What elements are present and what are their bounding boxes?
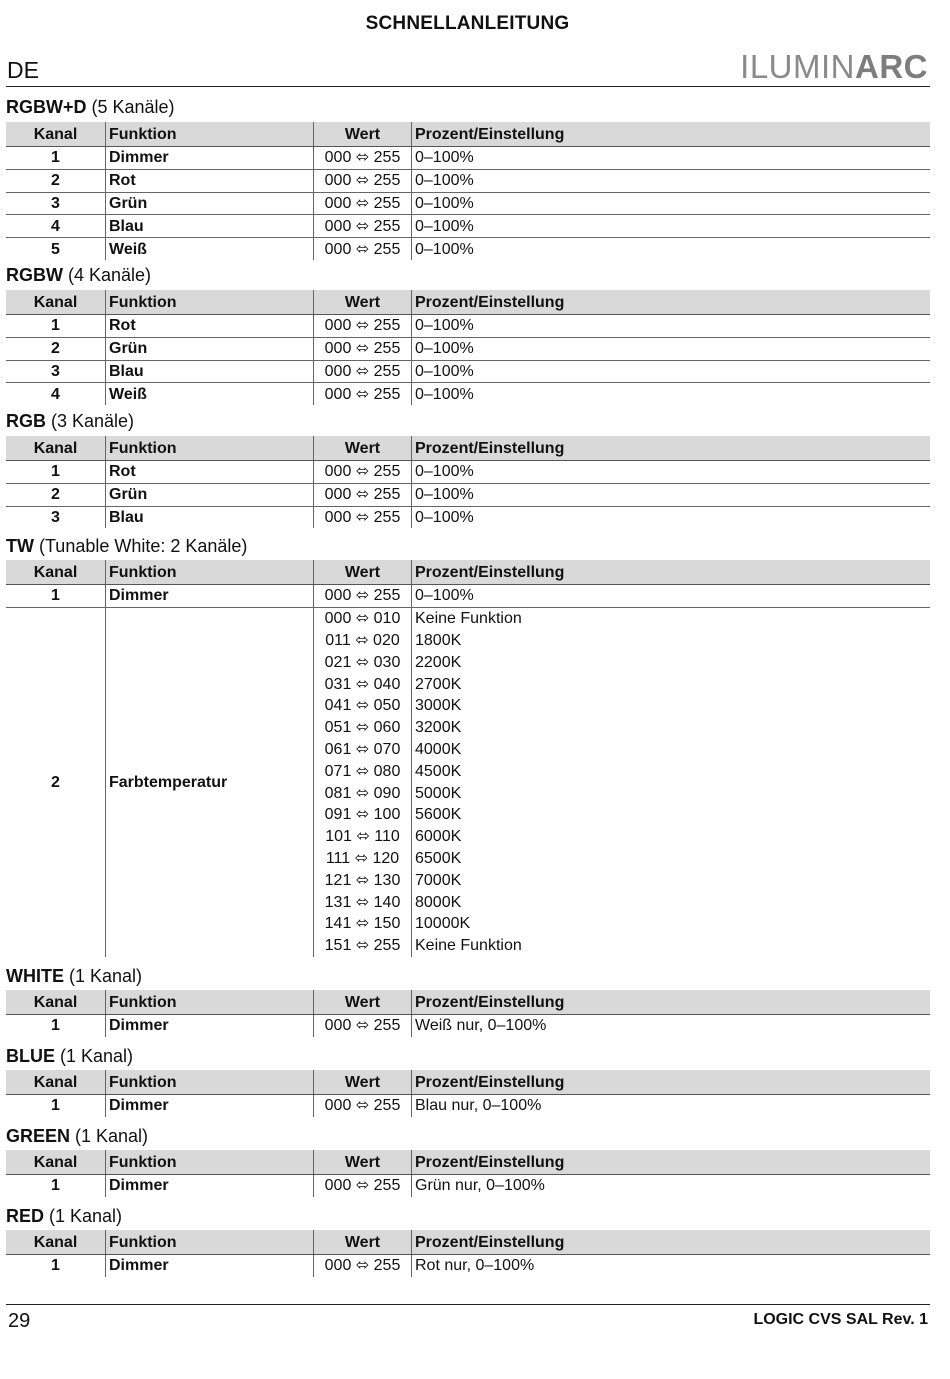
cell-channel: 2 — [6, 337, 106, 360]
section-title-blue: BLUE (1 Kanal) — [6, 1046, 134, 1066]
cell-channel: 3 — [6, 360, 106, 383]
cell-value: 091 ⬄ 100 — [314, 804, 412, 826]
cell-value: 000 ⬄ 255 — [314, 1255, 412, 1277]
table-row — [6, 147, 930, 170]
cell-function: Blau — [106, 215, 314, 238]
page-title: SCHNELLANLEITUNG — [365, 13, 570, 34]
cell-channel: 1 — [6, 585, 106, 608]
table-row — [6, 461, 930, 484]
cell-value: 101 ⬄ 110 — [314, 826, 412, 848]
color-temperature-rows — [6, 607, 930, 956]
cell-percent: 0–100% — [412, 360, 931, 383]
cell-value: 000 ⬄ 255 — [314, 169, 412, 192]
table-header-row — [6, 290, 930, 315]
language-code: DE — [7, 57, 39, 83]
col-header-function: Funktion — [106, 122, 314, 147]
dmx-table-rgbw — [6, 290, 930, 405]
cell-value: 081 ⬄ 090 — [314, 782, 412, 804]
cell-value: 000 ⬄ 255 — [314, 1175, 412, 1197]
col-header-percent: Prozent/Einstellung — [412, 1070, 931, 1095]
section-title-white: WHITE (1 Kanal) — [6, 966, 143, 986]
cell-value: 000 ⬄ 255 — [314, 147, 412, 170]
col-header-channel: Kanal — [6, 122, 106, 147]
col-header-percent: Prozent/Einstellung — [412, 1150, 931, 1175]
cell-percent: Grün nur, 0–100% — [415, 1177, 545, 1195]
cell-percent: 0–100% — [412, 147, 931, 170]
cell-function: Dimmer — [106, 1015, 314, 1037]
col-header-function: Funktion — [106, 290, 314, 315]
col-header-value: Wert — [314, 1230, 412, 1255]
col-header-function: Funktion — [106, 1150, 314, 1175]
cell-value: 000 ⬄ 255 — [314, 360, 412, 383]
col-header-percent: Prozent/Einstellung — [412, 560, 931, 585]
cell-value: 021 ⬄ 030 — [314, 651, 412, 673]
cell-value: 000 ⬄ 255 — [314, 1015, 412, 1037]
col-header-value: Wert — [314, 290, 412, 315]
section-title-rgb: RGB (3 Kanäle) — [6, 411, 135, 431]
col-header-percent: Prozent/Einstellung — [412, 290, 931, 315]
table-header-row — [6, 436, 930, 461]
cell-value: 000 ⬄ 255 — [314, 215, 412, 238]
cell-function: Rot — [106, 315, 314, 338]
cell-function: Rot — [106, 169, 314, 192]
document-id: LOGIC CVS SAL Rev. 1 — [753, 1311, 928, 1328]
cell-channel: 2 — [6, 483, 106, 506]
cell-function: Weiß — [106, 238, 314, 260]
cell-channel: 1 — [6, 1175, 106, 1197]
cell-percent: 0–100% — [415, 508, 474, 526]
table-row — [6, 1015, 930, 1037]
cell-percent: 6000K — [415, 828, 462, 846]
cell-percent: 4000K — [415, 740, 462, 758]
dmx-table-white — [6, 990, 930, 1037]
table-row — [6, 483, 930, 506]
table-header-row — [6, 122, 930, 147]
col-header-channel: Kanal — [6, 436, 106, 461]
col-header-function: Funktion — [106, 436, 314, 461]
cell-percent: Blau nur, 0–100% — [415, 1097, 542, 1115]
cell-percent: Weiß nur, 0–100% — [415, 1017, 547, 1035]
cell-value: 071 ⬄ 080 — [314, 760, 412, 782]
cell-percent: Keine Funktion — [415, 937, 522, 955]
cell-value: 111 ⬄ 120 — [314, 848, 412, 870]
cell-percent: 0–100% — [412, 483, 931, 506]
col-header-percent: Prozent/Einstellung — [412, 990, 931, 1015]
col-header-value: Wert — [314, 990, 412, 1015]
cell-percent: 1800K — [415, 631, 462, 649]
cell-percent: Rot nur, 0–100% — [415, 1257, 535, 1275]
col-header-channel: Kanal — [6, 990, 106, 1015]
col-header-channel: Kanal — [6, 290, 106, 315]
table-row — [6, 215, 930, 238]
cell-percent: Keine Funktion — [415, 610, 522, 628]
cell-value: 061 ⬄ 070 — [314, 739, 412, 761]
dmx-table-blue — [6, 1070, 930, 1117]
section-title-rgbwd: RGBW+D (5 Kanäle) — [6, 97, 175, 117]
table-row — [6, 1255, 930, 1277]
table-row — [6, 506, 930, 528]
cell-value: 011 ⬄ 020 — [314, 630, 412, 652]
cell-channel: 3 — [6, 192, 106, 215]
col-header-value: Wert — [314, 436, 412, 461]
cell-percent: 2200K — [415, 653, 462, 671]
cell-channel: 4 — [6, 215, 106, 238]
table-row — [6, 1175, 930, 1197]
cell-channel: 5 — [6, 238, 106, 260]
cell-value: 051 ⬄ 060 — [314, 717, 412, 739]
cell-function: Blau — [106, 360, 314, 383]
col-header-channel: Kanal — [6, 1070, 106, 1095]
table-row — [6, 360, 930, 383]
cell-value: 000 ⬄ 255 — [314, 192, 412, 215]
page-number: 29 — [8, 1310, 31, 1332]
cell-percent: 7000K — [415, 871, 462, 889]
cell-function: Dimmer — [106, 1255, 314, 1277]
cell-value: 000 ⬄ 255 — [314, 1095, 412, 1117]
col-header-value: Wert — [314, 1150, 412, 1175]
cell-function: Dimmer — [106, 1175, 314, 1197]
logo-text-bold: ARC — [855, 48, 928, 85]
cell-function: Blau — [106, 506, 314, 528]
col-header-function: Funktion — [106, 1070, 314, 1095]
cell-percent: 0–100% — [412, 315, 931, 338]
col-header-function: Funktion — [106, 1230, 314, 1255]
section-title-rgbw: RGBW (4 Kanäle) — [6, 265, 152, 285]
cell-value: 000 ⬄ 255 — [314, 585, 412, 608]
section-title-green: GREEN (1 Kanal) — [6, 1126, 149, 1146]
table-row — [6, 607, 930, 629]
cell-percent: 2700K — [415, 675, 462, 693]
cell-value: 000 ⬄ 255 — [314, 383, 412, 405]
dmx-table-red — [6, 1230, 930, 1277]
table-row — [6, 238, 930, 260]
cell-function: Grün — [106, 337, 314, 360]
col-header-channel: Kanal — [6, 560, 106, 585]
cell-value: 031 ⬄ 040 — [314, 673, 412, 695]
cell-percent: 0–100% — [412, 169, 931, 192]
table-header-row — [6, 560, 930, 585]
cell-percent: 3200K — [415, 719, 462, 737]
cell-value: 000 ⬄ 255 — [314, 506, 412, 528]
cell-percent: 0–100% — [412, 215, 931, 238]
cell-function: Rot — [106, 461, 314, 484]
cell-percent: 8000K — [415, 893, 462, 911]
cell-percent: 3000K — [415, 697, 462, 715]
cell-channel: 2 — [6, 169, 106, 192]
cell-percent: 5000K — [415, 784, 462, 802]
table-header-row — [6, 1230, 930, 1255]
cell-channel: 2 — [6, 607, 106, 956]
col-header-value: Wert — [314, 560, 412, 585]
table-header-row — [6, 1150, 930, 1175]
cell-function: Grün — [106, 192, 314, 215]
section-title-tw: TW (Tunable White: 2 Kanäle) — [6, 536, 248, 556]
footer-divider — [6, 1304, 930, 1305]
cell-value: 000 ⬄ 255 — [314, 483, 412, 506]
col-header-function: Funktion — [106, 990, 314, 1015]
table-header-row — [6, 990, 930, 1015]
header-divider — [6, 86, 930, 87]
table-row — [6, 585, 930, 608]
col-header-percent: Prozent/Einstellung — [412, 436, 931, 461]
table-row — [6, 315, 930, 338]
cell-value: 121 ⬄ 130 — [314, 869, 412, 891]
col-header-percent: Prozent/Einstellung — [412, 122, 931, 147]
cell-channel: 3 — [6, 506, 106, 528]
table-row — [6, 192, 930, 215]
table-row — [6, 1095, 930, 1117]
col-header-channel: Kanal — [6, 1230, 106, 1255]
cell-channel: 1 — [6, 461, 106, 484]
cell-percent: 0–100% — [415, 385, 474, 403]
cell-value: 000 ⬄ 255 — [314, 315, 412, 338]
cell-percent: 0–100% — [415, 240, 474, 258]
col-header-percent: Prozent/Einstellung — [412, 1230, 931, 1255]
cell-channel: 1 — [6, 315, 106, 338]
cell-value: 000 ⬄ 255 — [314, 238, 412, 260]
cell-percent: 6500K — [415, 849, 462, 867]
cell-value: 000 ⬄ 255 — [314, 461, 412, 484]
cell-percent: 5600K — [415, 806, 462, 824]
table-row — [6, 383, 930, 405]
cell-function: Dimmer — [106, 147, 314, 170]
table-row — [6, 169, 930, 192]
cell-function: Farbtemperatur — [106, 607, 314, 956]
cell-value: 151 ⬄ 255 — [314, 935, 412, 957]
col-header-function: Funktion — [106, 560, 314, 585]
cell-function: Grün — [106, 483, 314, 506]
cell-percent: 0–100% — [412, 585, 931, 608]
dmx-table-rgb — [6, 436, 930, 528]
cell-percent: 4500K — [415, 762, 462, 780]
dmx-table-rgbwd — [6, 122, 930, 260]
cell-channel: 1 — [6, 1255, 106, 1277]
dmx-table-tw — [6, 560, 930, 957]
cell-value: 141 ⬄ 150 — [314, 913, 412, 935]
cell-percent: 10000K — [415, 915, 471, 933]
cell-function: Dimmer — [106, 585, 314, 608]
cell-value: 041 ⬄ 050 — [314, 695, 412, 717]
logo-text-light: ILUMIN — [740, 48, 855, 85]
col-header-value: Wert — [314, 1070, 412, 1095]
cell-channel: 4 — [6, 383, 106, 405]
cell-percent: 0–100% — [412, 461, 931, 484]
cell-value: 000 ⬄ 255 — [314, 337, 412, 360]
cell-function: Dimmer — [106, 1095, 314, 1117]
cell-channel: 1 — [6, 147, 106, 170]
cell-function: Weiß — [106, 383, 314, 405]
dmx-table-green — [6, 1150, 930, 1197]
table-header-row — [6, 1070, 930, 1095]
col-header-channel: Kanal — [6, 1150, 106, 1175]
cell-channel: 1 — [6, 1095, 106, 1117]
cell-value: 000 ⬄ 010 — [314, 607, 412, 629]
col-header-value: Wert — [314, 122, 412, 147]
cell-channel: 1 — [6, 1015, 106, 1037]
cell-percent: 0–100% — [412, 337, 931, 360]
cell-value: 131 ⬄ 140 — [314, 891, 412, 913]
brand-logo — [740, 48, 928, 86]
section-title-red: RED (1 Kanal) — [6, 1206, 123, 1226]
cell-percent: 0–100% — [412, 192, 931, 215]
table-row — [6, 337, 930, 360]
